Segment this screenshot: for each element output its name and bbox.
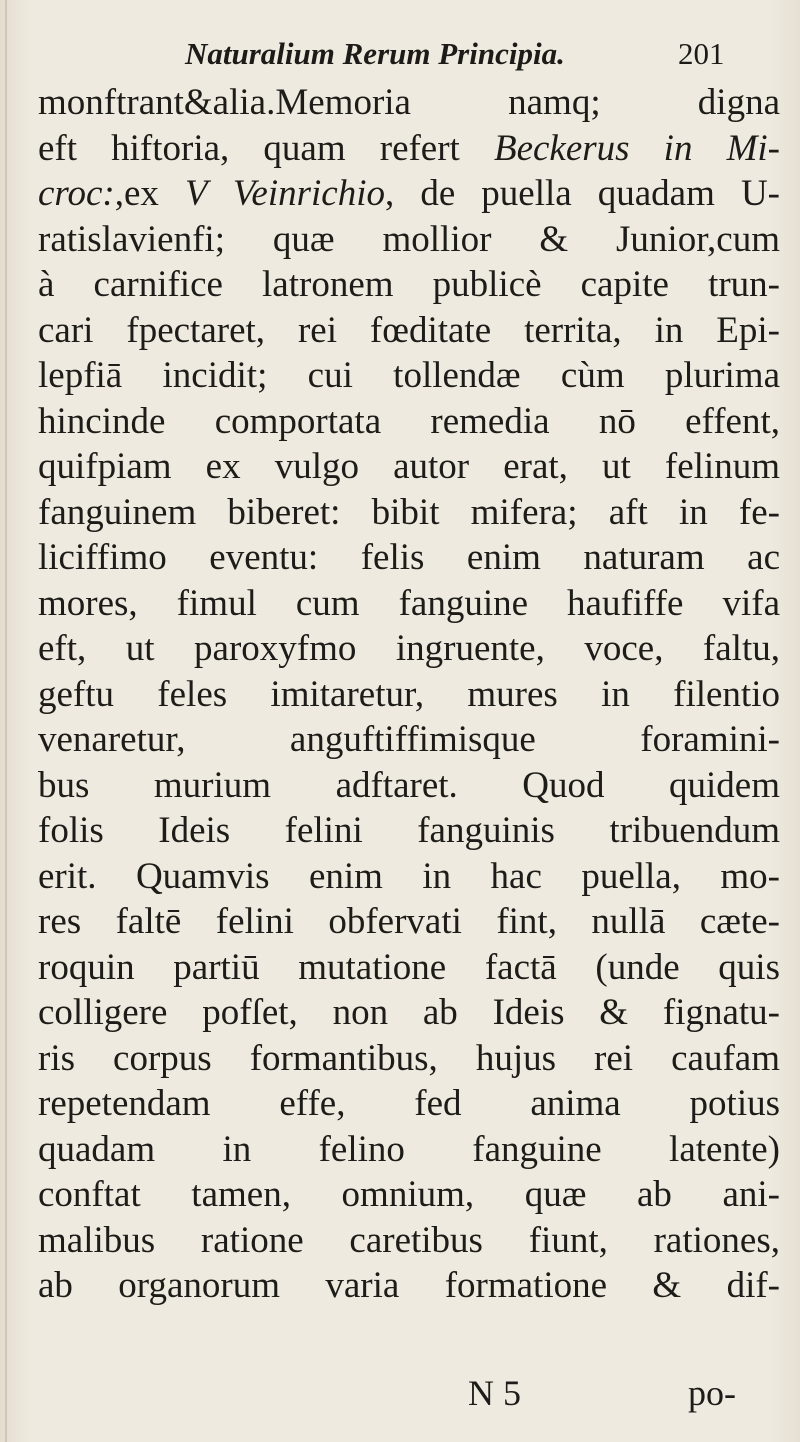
text-line: [38, 854, 780, 900]
text-segment: mores, fimul cum fanguine haufiffe vifa: [38, 582, 780, 624]
text-segment: eft hiftoria, quam refert: [38, 127, 494, 169]
italic-text: V Veinrichio: [184, 173, 386, 214]
text-segment: liciffimo eventu: felis enim naturam ac: [38, 537, 780, 578]
text-line: [38, 945, 780, 991]
text-line: [38, 717, 780, 763]
text-line: [38, 535, 780, 581]
text-segment: quadam in felino fanguine latente): [38, 1128, 780, 1170]
text-segment: hincinde comportata remedia nō effent,: [38, 400, 780, 442]
text-segment: à carnifice latronem publicè capite trun-: [38, 264, 780, 305]
text-line: [38, 1263, 780, 1309]
text-line: [38, 626, 780, 672]
text-line: [38, 262, 780, 308]
body-text: [38, 80, 780, 1309]
text-line: [38, 1218, 780, 1264]
text-segment: repetendam effe, fed anima potius: [38, 1083, 780, 1124]
italic-text: Beckerus in Mi-: [493, 127, 781, 169]
text-segment: erit. Quamvis enim in hac puella, mo-: [38, 855, 780, 897]
text-line: [38, 490, 780, 536]
text-segment: colligere pofſet, non ab Ideis & fignatu-: [38, 992, 780, 1033]
text-line: [38, 763, 780, 809]
text-line: [38, 444, 780, 490]
catchword: po-: [688, 1373, 736, 1413]
text-segment: monftrant&alia.Memoria namq; digna: [38, 82, 780, 123]
text-line: [38, 899, 780, 945]
text-line: [38, 581, 780, 627]
text-segment: venaretur, anguftiffimisque foramini-: [38, 719, 780, 760]
text-segment: res faltē felini obfervati fint, nullā cæte-: [38, 901, 780, 942]
text-line: [38, 80, 780, 126]
text-segment: ,ex: [114, 173, 185, 214]
text-line: [38, 353, 780, 399]
text-segment: folis Ideis felini fanguinis tribuendum: [38, 810, 780, 851]
text-line: [38, 1081, 780, 1127]
text-segment: roquin partiū mutatione factā (unde quis: [38, 946, 780, 988]
text-segment: lepfiā incidit; cui tollendæ cùm plurima: [38, 355, 780, 396]
text-segment: cari fpectaret, rei fœditate territa, in Epi-: [38, 309, 780, 351]
text-line: [38, 399, 780, 445]
text-segment: ab organorum varia formatione & dif-: [38, 1265, 780, 1306]
text-segment: ris corpus formantibus, hujus rei caufam: [38, 1037, 780, 1079]
text-segment: malibus ratione caretibus fiunt, rationes,: [38, 1219, 780, 1261]
text-segment: quifpiam ex vulgo autor erat, ut felinum: [38, 446, 780, 487]
text-line: [38, 672, 780, 718]
text-segment: geftu feles imitaretur, mures in filentio: [38, 673, 780, 715]
text-segment: fanguinem biberet: bibit mifera; aft in fe-: [38, 491, 780, 533]
signature-mark: N 5: [468, 1373, 521, 1413]
page-number: 201: [678, 36, 725, 71]
text-line: [38, 1127, 780, 1173]
text-line: [38, 308, 780, 354]
running-title: Naturalium Rerum Principia.: [185, 36, 565, 71]
page-header: [0, 28, 800, 78]
text-line: [38, 126, 780, 172]
text-line: [38, 1036, 780, 1082]
text-line: [38, 217, 780, 263]
text-line: [38, 990, 780, 1036]
page-footer: [0, 1372, 800, 1422]
text-segment: , de puella quadam U-: [385, 173, 780, 214]
text-segment: conftat tamen, omnium, quæ ab ani-: [38, 1174, 780, 1215]
text-line: [38, 1172, 780, 1218]
text-line: [38, 171, 780, 217]
binding-gutter: [5, 0, 7, 1442]
text-segment: bus murium adftaret. Quod quidem: [38, 764, 780, 806]
text-segment: eft, ut paroxyfmo ingruente, voce, faltu,: [38, 628, 780, 669]
italic-text: croc:: [38, 173, 115, 214]
text-line: [38, 808, 780, 854]
text-segment: ratislavienfi; quæ mollior & Junior,cum: [38, 218, 780, 260]
